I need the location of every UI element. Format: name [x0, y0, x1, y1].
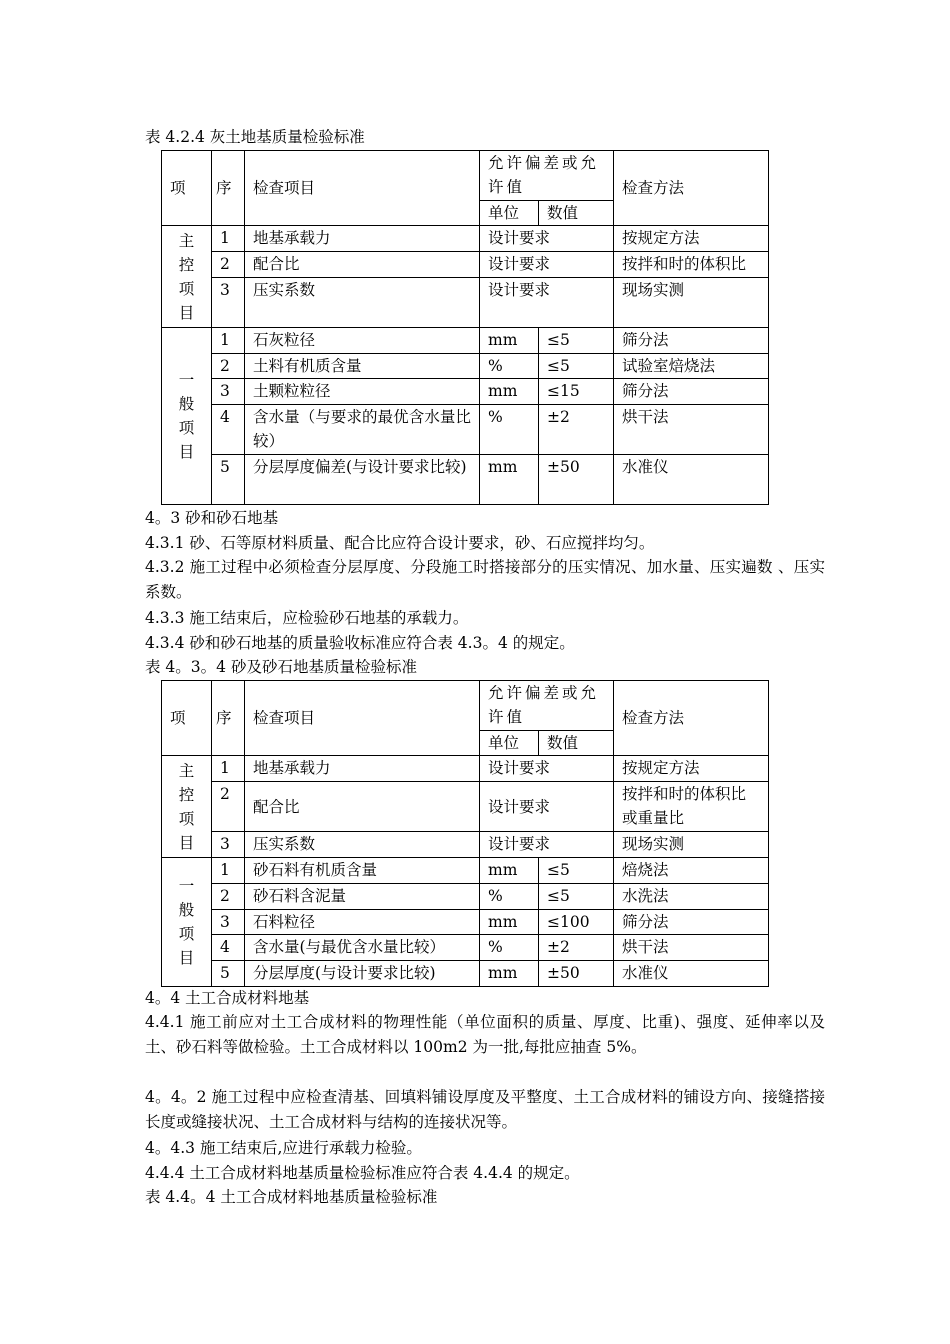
- row-value: ≤5: [539, 884, 614, 910]
- group-main-control: 主 控 项 目: [162, 226, 212, 328]
- table-row: [162, 832, 769, 858]
- table-row: [162, 226, 769, 252]
- row-unit: mm: [480, 379, 539, 405]
- header-tolerance: 允许偏差或允许值: [480, 151, 614, 201]
- row-item: 石灰粒径: [245, 328, 480, 354]
- row-value: ≤5: [539, 858, 614, 884]
- row-value: ±50: [539, 455, 614, 505]
- row-item: 压实系数: [245, 278, 480, 328]
- paragraph-4-3-4: 4.3.4 砂和砂石地基的质量验收标准应符合表 4.3。4 的规定。: [145, 634, 575, 652]
- row-value: ≤5: [539, 354, 614, 379]
- row-item: 砂石料有机质含量: [245, 858, 480, 884]
- row-method: 水准仪: [614, 455, 769, 505]
- row-method: 按拌和时的体积比: [614, 252, 769, 278]
- row-item: 地基承载力: [245, 226, 480, 252]
- row-seq: 2: [212, 354, 245, 379]
- row-tolerance: 设计要求: [480, 226, 614, 252]
- paragraph-4-4-3: 4。4.3 施工结束后,应进行承载力检验。: [145, 1139, 422, 1157]
- table1-caption: 表 4.2.4 灰土地基质量检验标准: [145, 128, 365, 146]
- row-method: 烘干法: [614, 405, 769, 455]
- row-item: 含水量(与最优含水量比较）: [245, 935, 480, 961]
- header-value: 数值: [539, 201, 614, 226]
- row-unit: mm: [480, 961, 539, 987]
- header-unit: 单位: [480, 201, 539, 226]
- header-tolerance: 允许偏差或允许值: [480, 681, 614, 731]
- table-4-2-4: [161, 150, 769, 505]
- header-seq: 序: [212, 151, 245, 226]
- row-tolerance: 设计要求: [480, 782, 614, 832]
- row-unit: %: [480, 354, 539, 379]
- row-value: ≤15: [539, 379, 614, 405]
- header-check-item: 检查项目: [245, 681, 480, 756]
- row-item: 地基承载力: [245, 756, 480, 782]
- row-unit: %: [480, 935, 539, 961]
- row-item: 石料粒径: [245, 910, 480, 935]
- row-seq: 4: [212, 935, 245, 961]
- row-method: 筛分法: [614, 910, 769, 935]
- table-row: [162, 910, 769, 935]
- row-value: ±50: [539, 961, 614, 987]
- row-seq: 4: [212, 405, 245, 455]
- row-unit: %: [480, 884, 539, 910]
- row-tolerance: 设计要求: [480, 756, 614, 782]
- row-unit: mm: [480, 328, 539, 354]
- paragraph-4-3-2: 4.3.2 施工过程中必须检查分层厚度、分段施工时搭接部分的压实情况、加水量、压实遍数 、压实系数。: [145, 558, 825, 601]
- row-method: 按规定方法: [614, 756, 769, 782]
- row-unit: mm: [480, 910, 539, 935]
- row-seq: 1: [212, 226, 245, 252]
- header-item: 项: [162, 681, 212, 756]
- row-method: 水准仪: [614, 961, 769, 987]
- row-seq: 1: [212, 858, 245, 884]
- row-seq: 3: [212, 379, 245, 405]
- row-item: 土颗粒粒径: [245, 379, 480, 405]
- table-row: [162, 455, 769, 505]
- row-value: ≤5: [539, 328, 614, 354]
- table-row: [162, 278, 769, 328]
- row-seq: 1: [212, 756, 245, 782]
- row-item: 分层厚度偏差(与设计要求比较): [245, 455, 480, 505]
- header-method: 检查方法: [614, 151, 769, 226]
- paragraph-4-3-1: 4.3.1 砂、石等原材料质量、配合比应符合设计要求，砂、石应搅拌均匀。: [145, 534, 655, 552]
- row-method: 现场实测: [614, 278, 769, 328]
- header-method: 检查方法: [614, 681, 769, 756]
- row-item: 分层厚度(与设计要求比较): [245, 961, 480, 987]
- row-method: 筛分法: [614, 328, 769, 354]
- group-main-control: 主 控 项 目: [162, 756, 212, 858]
- paragraph-4-4-2: 4。4。2 施工过程中应检查清基、回填料铺设厚度及平整度、土工合成材料的铺设方向、接缝搭接长度或缝接状况、土工合成材料与结构的连接状况等。: [145, 1088, 825, 1131]
- row-method: 焙烧法: [614, 858, 769, 884]
- table-row: [162, 328, 769, 354]
- table-row: [162, 782, 769, 832]
- table-row: [162, 935, 769, 961]
- row-seq: 3: [212, 278, 245, 328]
- row-method: 按规定方法: [614, 226, 769, 252]
- row-seq: 5: [212, 455, 245, 505]
- row-item: 配合比: [245, 782, 480, 832]
- table2-caption: 表 4。3。4 砂及砂石地基质量检验标准: [145, 658, 417, 676]
- table-row: [162, 884, 769, 910]
- header-seq: 序: [212, 681, 245, 756]
- row-seq: 2: [212, 782, 245, 832]
- row-method: 烘干法: [614, 935, 769, 961]
- row-item: 土料有机质含量: [245, 354, 480, 379]
- table-row: [162, 858, 769, 884]
- row-method: 筛分法: [614, 379, 769, 405]
- row-tolerance: 设计要求: [480, 832, 614, 858]
- paragraph-4-3-3: 4.3.3 施工结束后，应检验砂石地基的承载力。: [145, 609, 469, 627]
- paragraph-4-4-4: 4.4.4 土工合成材料地基质量检验标准应符合表 4.4.4 的规定。: [145, 1164, 580, 1182]
- section-4-4-heading: 4。4 土工合成材料地基: [145, 989, 310, 1007]
- row-value: ±2: [539, 935, 614, 961]
- row-seq: 3: [212, 910, 245, 935]
- row-item: 压实系数: [245, 832, 480, 858]
- section-4-3-heading: 4。3 砂和砂石地基: [145, 509, 279, 527]
- row-item: 配合比: [245, 252, 480, 278]
- header-item: 项: [162, 151, 212, 226]
- row-seq: 1: [212, 328, 245, 354]
- table-row: [162, 961, 769, 987]
- table3-caption: 表 4.4。4 土工合成材料地基质量检验标准: [145, 1188, 438, 1206]
- row-seq: 2: [212, 884, 245, 910]
- row-unit: mm: [480, 858, 539, 884]
- row-item: 砂石料含泥量: [245, 884, 480, 910]
- row-method: 水洗法: [614, 884, 769, 910]
- row-method: 现场实测: [614, 832, 769, 858]
- row-seq: 5: [212, 961, 245, 987]
- row-value: ±2: [539, 405, 614, 455]
- row-item: 含水量（与要求的最优含水量比较）: [245, 405, 480, 455]
- row-value: ≤100: [539, 910, 614, 935]
- row-method: 试验室焙烧法: [614, 354, 769, 379]
- row-seq: 3: [212, 832, 245, 858]
- table-row: [162, 756, 769, 782]
- row-tolerance: 设计要求: [480, 252, 614, 278]
- header-check-item: 检查项目: [245, 151, 480, 226]
- row-method: 按拌和时的体积比或重量比: [614, 782, 769, 832]
- table-row: [162, 354, 769, 379]
- paragraph-4-4-1: 4.4.1 施工前应对土工合成材料的物理性能（单位面积的质量、厚度、比重)、强度、延伸率以及土、砂石料等做检验。土工合成材料以 100m2 为一批,每批应抽查 5%。: [145, 1013, 825, 1056]
- group-general: 一 般 项 目: [162, 328, 212, 505]
- row-unit: %: [480, 405, 539, 455]
- group-general: 一 般 项 目: [162, 858, 212, 987]
- row-tolerance: 设计要求: [480, 278, 614, 328]
- header-unit: 单位: [480, 731, 539, 756]
- header-value: 数值: [539, 731, 614, 756]
- table-row: [162, 379, 769, 405]
- table-4-3-4: [161, 680, 769, 987]
- row-seq: 2: [212, 252, 245, 278]
- table-row: [162, 405, 769, 455]
- table-row: [162, 252, 769, 278]
- row-unit: mm: [480, 455, 539, 505]
